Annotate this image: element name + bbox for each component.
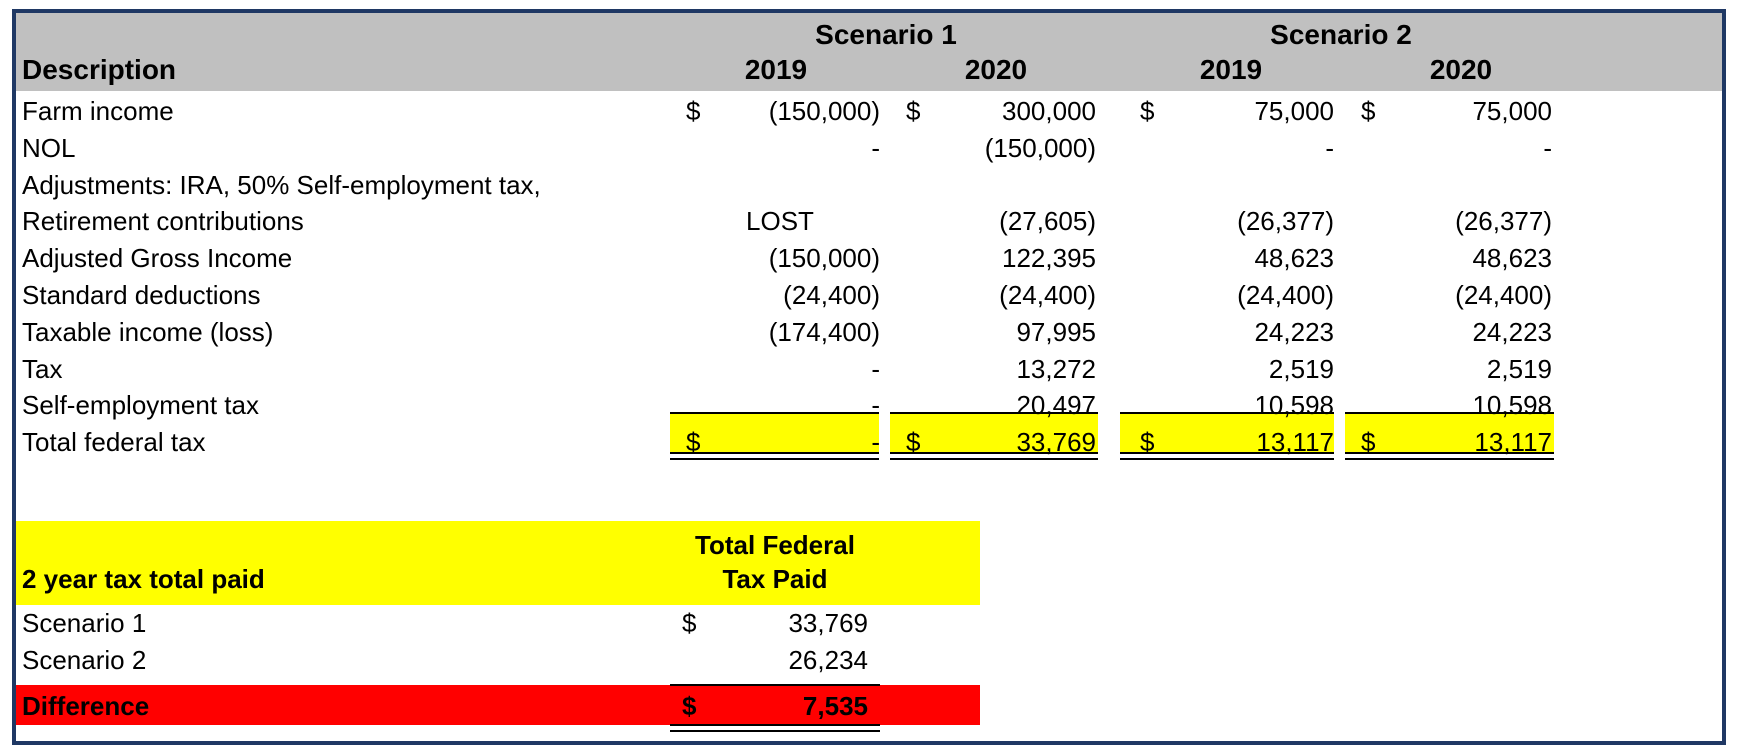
value-cell-s1-2020: 122,395 — [1002, 243, 1096, 274]
summary-row-dollar: $ — [682, 608, 697, 638]
dollar-sign-s1-2019: $ — [686, 427, 701, 458]
value-cell-s1-2020: (24,400) — [999, 280, 1096, 310]
value-cell-s1-2020: 20,497 — [1016, 390, 1096, 421]
value-cell-s2-2020: 75,000 — [1472, 96, 1552, 126]
difference-value: 7,535 — [802, 691, 868, 721]
row-label: Adjusted Gross Income — [22, 243, 293, 274]
row-label: Taxable income (loss) — [22, 316, 274, 347]
row-label: Adjustments: IRA, 50% Self-employment tax, — [22, 169, 541, 200]
year-header-s1-2020: 2020 — [964, 54, 1028, 85]
value-cell-s1-2020: 33,769 — [1016, 427, 1096, 458]
dollar-sign-s2-2020: $ — [1361, 427, 1376, 458]
value-cell-s1-2020: 97,995 — [1016, 316, 1096, 347]
value-cell-s1-2020: 300,000 — [1002, 96, 1096, 126]
value-cell-s1-2019: - — [871, 390, 880, 421]
value-cell-s1-2019: LOST — [746, 206, 814, 237]
value-cell-s2-2019: 48,623 — [1254, 243, 1334, 274]
row-label: Retirement contributions — [22, 206, 304, 237]
value-cell-s1-2019: - — [871, 427, 880, 458]
value-cell-s1-2020: (27,605) — [999, 206, 1096, 237]
value-cell-s2-2020: (26,377) — [1455, 206, 1552, 237]
year-header-s1-2019: 2019 — [744, 54, 808, 85]
value-cell-s2-2019: 2,519 — [1268, 353, 1334, 384]
year-header-s2-2019: 2019 — [1199, 54, 1263, 85]
summary-row-value: 26,234 — [788, 645, 868, 675]
value-cell-s2-2020: 2,519 — [1486, 353, 1552, 384]
summary-row-value: 33,769 — [788, 608, 868, 638]
value-cell-s2-2019: (24,400) — [1237, 280, 1334, 310]
value-cell-s2-2020: 24,223 — [1472, 316, 1552, 347]
value-cell-s2-2020: (24,400) — [1455, 280, 1552, 310]
value-cell-s2-2019: 10,598 — [1254, 390, 1334, 421]
scenario-1-header: Scenario 1 — [815, 19, 957, 50]
dollar-sign-s1-2020: $ — [906, 427, 921, 458]
summary-row-label: Scenario 1 — [22, 608, 147, 638]
value-cell-s2-2020: 10,598 — [1472, 390, 1552, 421]
summary-column-header-line1: Total Federal — [695, 530, 855, 560]
tax-comparison-sheet — [12, 9, 1726, 745]
difference-underline — [670, 724, 880, 732]
dollar-sign-s2-2019: $ — [1140, 427, 1155, 458]
value-cell-s2-2019: 75,000 — [1254, 96, 1334, 126]
scenario-2-header: Scenario 2 — [1270, 19, 1412, 50]
value-cell-s1-2019: - — [871, 353, 880, 384]
summary-title: 2 year tax total paid — [22, 564, 265, 594]
summary-row-label: Scenario 2 — [22, 645, 147, 675]
row-label: Total federal tax — [22, 427, 206, 458]
value-cell-s1-2019: (174,400) — [768, 316, 880, 347]
value-cell-s1-2020: 13,272 — [1016, 353, 1096, 384]
value-cell-s1-2019: - — [871, 132, 880, 163]
dollar-sign-s2-2019: $ — [1140, 96, 1155, 126]
dollar-sign-s1-2020: $ — [906, 96, 921, 126]
row-label: Standard deductions — [22, 280, 261, 310]
row-label: Tax — [22, 353, 63, 384]
difference-topline — [670, 684, 880, 686]
value-cell-s2-2020: 13,117 — [1474, 427, 1552, 458]
description-header: Description — [22, 54, 177, 85]
row-label: NOL — [22, 132, 76, 163]
difference-dollar: $ — [682, 691, 697, 721]
value-cell-s2-2019: 13,117 — [1256, 427, 1334, 458]
value-cell-s1-2020: (150,000) — [984, 132, 1096, 163]
value-cell-s2-2019: (26,377) — [1237, 206, 1334, 237]
value-cell-s1-2019: (150,000) — [768, 96, 880, 126]
value-cell-s1-2019: (150,000) — [768, 243, 880, 274]
difference-label: Difference — [22, 691, 150, 721]
value-cell-s2-2019: 24,223 — [1254, 316, 1334, 347]
value-cell-s2-2020: - — [1543, 132, 1552, 163]
summary-column-header-line2: Tax Paid — [722, 564, 828, 594]
dollar-sign-s2-2020: $ — [1361, 96, 1376, 126]
value-cell-s2-2019: - — [1325, 132, 1334, 163]
row-label: Farm income — [22, 96, 174, 126]
value-cell-s2-2020: 48,623 — [1472, 243, 1552, 274]
value-cell-s1-2019: (24,400) — [783, 280, 880, 310]
dollar-sign-s1-2019: $ — [686, 96, 701, 126]
row-label: Self-employment tax — [22, 390, 259, 421]
year-header-s2-2020: 2020 — [1429, 54, 1493, 85]
